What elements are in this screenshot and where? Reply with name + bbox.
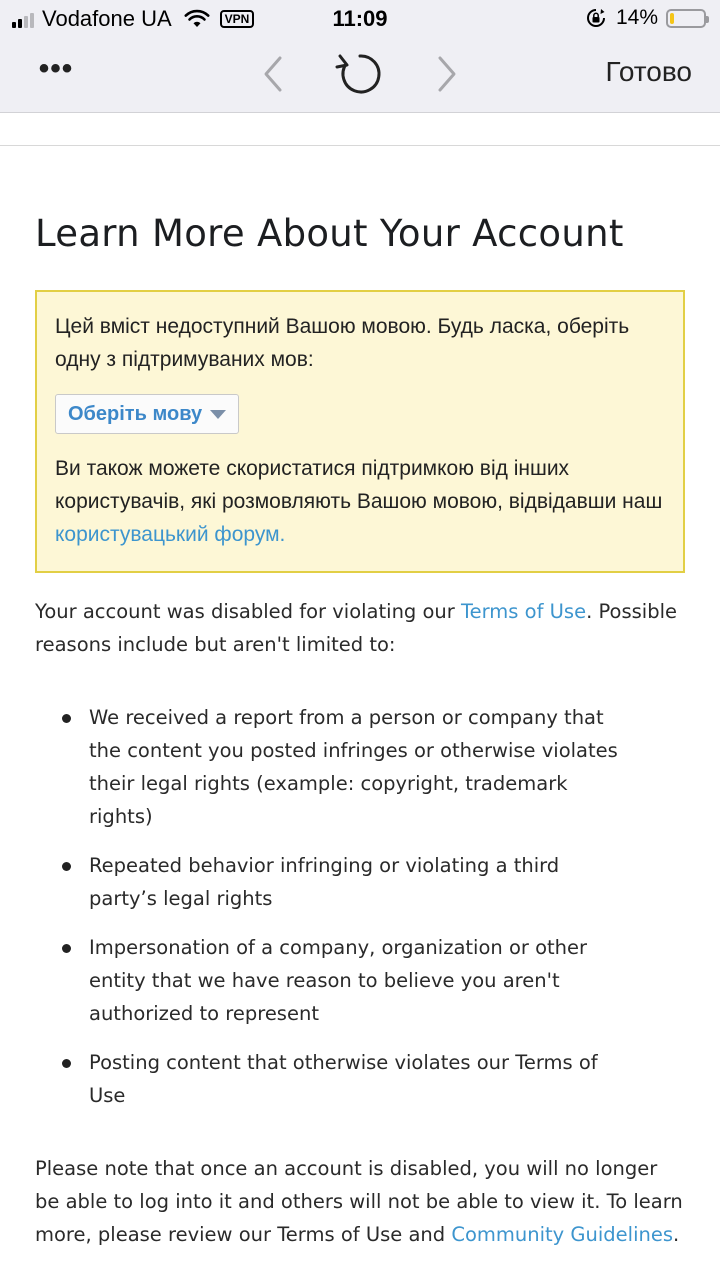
page-content: [35, 146, 685, 1251]
bullet: [62, 944, 71, 953]
community-forum-link[interactable]: користувацький форум.: [55, 523, 286, 546]
notice-message: Цей вміст недоступний Вашою мовою. Будь ласка, оберіть одну з підтримуваних мов:: [55, 315, 630, 371]
notice-forum-text: [55, 452, 665, 551]
battery-level-fill: [670, 13, 674, 24]
carrier-name: Vodafone UA: [42, 6, 172, 31]
language-select-label: Оберіть мову: [68, 402, 203, 425]
list-item: [35, 931, 629, 1030]
vpn-badge: VPN: [220, 10, 255, 28]
reason-text: Repeated behavior infringing or violating a third party’s legal rights: [89, 854, 560, 910]
reason-text: Posting content that otherwise violates our Terms of Use: [89, 1051, 598, 1107]
reasons-list: [35, 701, 685, 1112]
reload-icon[interactable]: [334, 52, 386, 96]
status-right: [586, 6, 706, 30]
list-item: [35, 1046, 629, 1112]
footer-note: [35, 1152, 685, 1251]
forward-icon[interactable]: [432, 52, 462, 96]
reason-text: Impersonation of a company, organization or other entity that we have reason to believe you aren't authorized to represent: [89, 936, 588, 1025]
more-options-button[interactable]: •••: [38, 52, 74, 85]
page-title: Learn More About Your Account: [35, 212, 624, 255]
bullet: [62, 1059, 71, 1068]
back-icon[interactable]: [258, 52, 288, 96]
language-select[interactable]: [55, 394, 239, 434]
done-button[interactable]: Готово: [605, 56, 692, 87]
community-guidelines-link[interactable]: Community Guidelines: [451, 1223, 673, 1246]
reason-text: We received a report from a person or company that the content you posted infringes or otherwise violates their legal rights (example: copyright, trademark rights): [89, 706, 618, 828]
intro-text: Your account was disabled for violating our: [35, 600, 462, 623]
intro-text-after: . Possible reasons include but aren't limited to:: [35, 600, 677, 656]
chevron-down-icon: [210, 410, 226, 419]
bullet: [62, 862, 71, 871]
language-notice: [35, 290, 685, 573]
disabled-intro: [35, 595, 685, 661]
rotation-lock-icon: [586, 8, 606, 28]
list-item: [35, 701, 629, 833]
forum-text: Ви також можете скористатися підтримкою від інших користувачів, які розмовляють Вашою мовою, відвідавши наш: [55, 457, 663, 513]
list-item: [35, 849, 629, 915]
bullet: [62, 714, 71, 723]
battery-icon: [666, 9, 706, 28]
footer-text-after: .: [673, 1223, 680, 1246]
battery-percent: 14%: [615, 6, 658, 29]
footer-text: Please note that once an account is disabled, you will no longer be able to log into it and others will not be able to view it. To learn more, please review our Terms of Use and: [35, 1157, 683, 1246]
status-time: 11:09: [332, 6, 388, 31]
terms-of-use-link[interactable]: Terms of Use: [461, 600, 587, 623]
status-bar: [0, 0, 720, 36]
browser-toolbar: [0, 36, 720, 113]
